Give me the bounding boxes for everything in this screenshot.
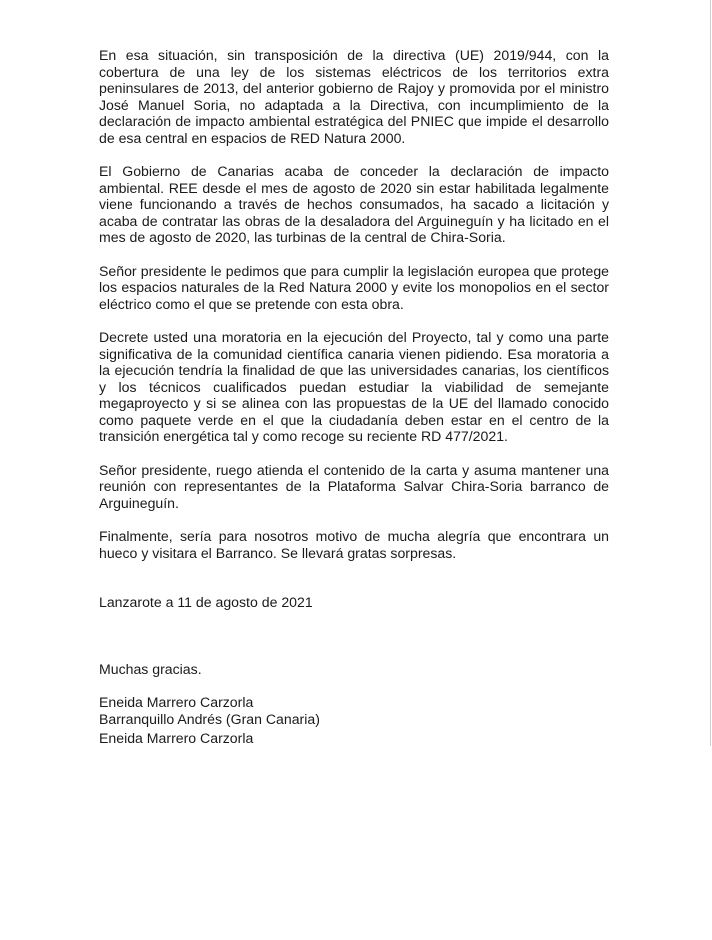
paragraph-2: El Gobierno de Canarias acaba de conceder la declaración de impacto ambiental. REE desde el mes de agosto de 2020 sin estar habilitada legalmente viene funcionando a través de hechos consumados, ha sacado a licitación y acaba de contratar las obras de la desaladora del Arguineguín y ha licitado en el mes de agosto de 2020, las turbinas de la central de Chira-Soria. (99, 163, 609, 245)
paragraph-3: Señor presidente le pedimos que para cumplir la legislación europea que protege los espacios naturales de la Red Natura 2000 y evite los monopolios en el sector eléctrico como el que se pretende con esta obra. (99, 262, 609, 312)
place-and-date: Lanzarote a 11 de agosto de 2021 (99, 594, 313, 610)
paragraph-1: En esa situación, sin transposición de la directiva (UE) 2019/944, con la cobertura de una ley de los sistemas eléctricos de los territorios extra peninsulares de 2013, del anterior gobierno de Rajoy y promovida por el ministro José Manuel Soria, no adaptada a la Directiva, con incumplimiento de la declaración de impacto ambiental estratégica del PNIEC que impide el desarrollo de esa central en espacios de RED Natura 2000. (99, 47, 609, 146)
paragraph-6: Finalmente, sería para nosotros motivo de mucha alegría que encontrara un hueco y visitara el Barranco. Se llevará gratas sorpresas. (99, 528, 609, 561)
paragraph-5: Señor presidente, ruego atienda el contenido de la carta y asuma mantener una reunión con representantes de la Plataforma Salvar Chira-Soria barranco de Arguineguín. (99, 461, 609, 511)
signature-name: Eneida Marrero Carzorla (99, 694, 254, 710)
truncated-signature-line (99, 730, 299, 746)
signature-place: Barranquillo Andrés (Gran Canaria) (99, 710, 320, 727)
closing-thanks: Muchas gracias. (99, 660, 202, 677)
paragraph-4: Decrete usted una moratoria en la ejecución del Proyecto, tal y como una parte significativa de la comunidad científica canaria vienen pidiendo. Esa moratoria a la ejecución tendría la finalidad de que las universidades canarias, los científicos y los técnicos cualificados puedan estudiar la viabilidad de semejante megaproyecto y si se alinea con las propuestas de la UE del llamado conocido como paquete verde en el que la ciudadanía deben estar en el centro de la transición energética tal y como recoge su reciente RD 477/2021. (99, 329, 609, 444)
truncated-signature-text: Eneida Marrero Carzorla (99, 730, 254, 746)
letter-body (99, 47, 609, 727)
